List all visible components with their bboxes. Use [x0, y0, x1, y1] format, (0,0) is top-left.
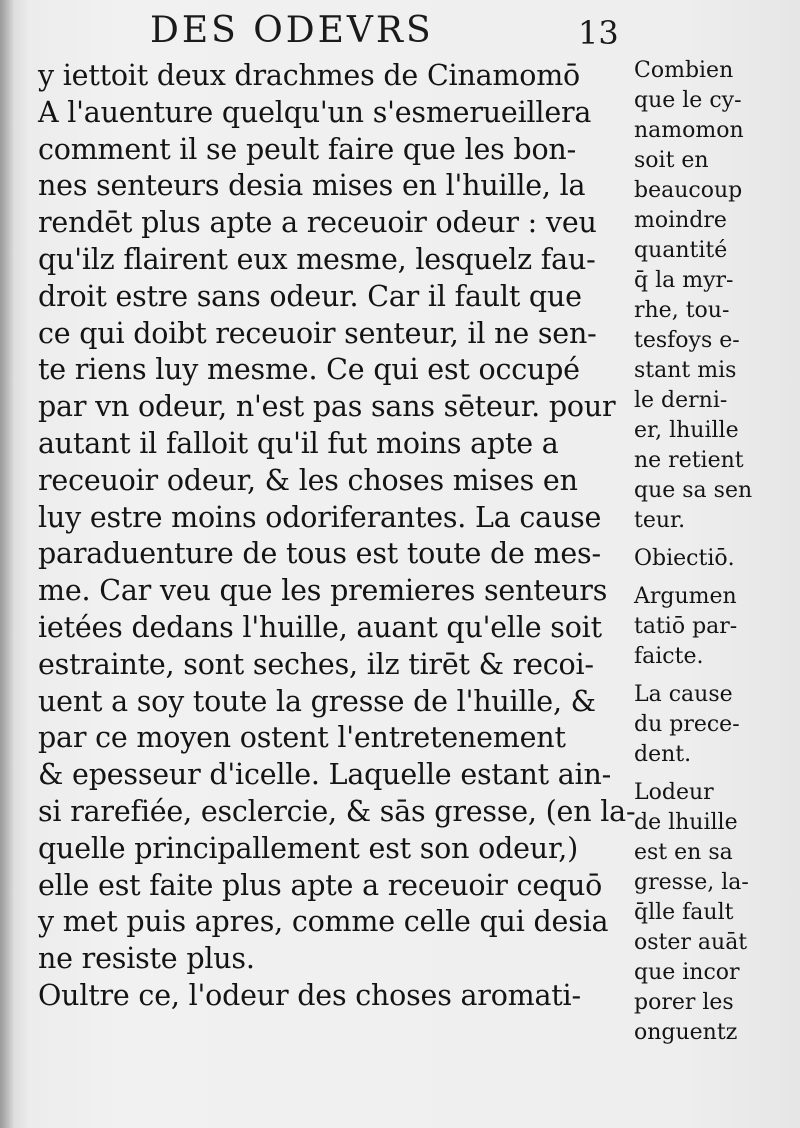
text-line: autant il falloit qu'il fut moins apte a — [38, 426, 559, 460]
margin-note-gap — [634, 672, 794, 680]
margin-note-line: quantité — [634, 238, 728, 263]
margin-note-gap — [634, 574, 794, 582]
margin-note-line: faicte. — [634, 644, 704, 669]
margin-note-line: dent. — [634, 742, 692, 767]
margin-note-line: de lhuille — [634, 810, 738, 835]
text-line: elle est faite plus apte a receuoir cequō — [38, 868, 603, 902]
margin-note-line: beaucoup — [634, 178, 743, 203]
margin-note-cinnamon — [634, 56, 794, 536]
margin-note-line: Argumen — [634, 584, 737, 609]
margin-note-line: stant mis — [634, 358, 737, 383]
margin-note-line: Obiectiō. — [634, 546, 735, 571]
text-line: te riens luy mesme. Ce qui est occupé — [38, 353, 580, 387]
margin-note-line: est en sa — [634, 840, 733, 865]
margin-note-line: Lodeur — [634, 780, 714, 805]
margin-note-gap — [634, 770, 794, 778]
text-line: luy estre moins odoriferantes. La cause — [38, 500, 602, 534]
margin-note-line: tesfoys e- — [634, 328, 740, 353]
text-line: & epesseur d'icelle. Laquelle estant ain- — [38, 758, 612, 792]
margin-note-oil-odor — [634, 778, 794, 1048]
margin-note-line: gresse, la- — [634, 870, 749, 895]
margin-note-line: que le cy- — [634, 88, 742, 113]
page-gutter-shadow — [0, 0, 14, 1128]
margin-note-line: que sa sen — [634, 478, 753, 503]
margin-notes-column — [634, 56, 794, 1048]
margin-note-objection — [634, 544, 794, 574]
margin-note-line: que incor — [634, 960, 740, 985]
margin-note-line: soit en — [634, 148, 709, 173]
text-line: ietées dedans l'huille, auant qu'elle soit — [38, 610, 602, 644]
margin-note-line: Combien — [634, 58, 734, 83]
text-line: ne resiste plus. — [38, 942, 255, 976]
text-line: estrainte, sont seches, ilz tirēt & recoi- — [38, 647, 594, 681]
margin-note-line: onguentz — [634, 1020, 738, 1045]
margin-note-line: namomon — [634, 118, 744, 143]
margin-note-line: porer les — [634, 990, 734, 1015]
text-line: y iettoit deux drachmes de Cinamomō — [38, 59, 580, 92]
margin-note-line: q̄lle fault — [634, 900, 734, 925]
text-line: y met puis apres, comme celle qui desia — [38, 905, 609, 939]
main-text-block — [38, 58, 636, 1015]
margin-note-argument — [634, 582, 794, 672]
text-line: droit estre sans odeur. Car il fault que — [38, 279, 582, 313]
text-line: A l'auenture quelqu'un s'esmerueillera — [38, 95, 592, 129]
text-line: qu'ilz flairent eux mesme, lesquelz fau- — [38, 242, 596, 276]
margin-note-gap — [634, 536, 794, 544]
margin-note-line: q̄ la myr- — [634, 268, 734, 293]
text-line: Oultre ce, l'odeur des choses aromati- — [38, 978, 581, 1012]
margin-note-line: oster auāt — [634, 930, 748, 955]
text-line: quelle principallement est son odeur,) — [38, 831, 579, 865]
text-line: comment il se peult faire que les bon- — [38, 132, 577, 166]
margin-note-line: rhe, tou- — [634, 298, 730, 323]
page-number: 13 — [578, 14, 619, 52]
margin-note-line: du prece- — [634, 712, 740, 737]
running-head: DES ODEVRS — [150, 10, 434, 51]
text-line: rendēt plus apte a receuoir odeur : veu — [38, 206, 597, 240]
margin-note-line: er, lhuille — [634, 418, 739, 443]
text-line: par vn odeur, n'est pas sans sēteur. pour — [38, 390, 616, 424]
text-line: me. Car veu que les premieres senteurs — [38, 574, 608, 608]
text-line: par ce moyen ostent l'entretenement — [38, 721, 566, 755]
margin-note-line: ne retient — [634, 448, 744, 473]
margin-note-line: teur. — [634, 508, 686, 533]
text-line: nes senteurs desia mises en l'huille, la — [38, 169, 586, 203]
margin-note-cause — [634, 680, 794, 770]
margin-note-line: le derni- — [634, 388, 728, 413]
text-line: paraduenture de tous est toute de mes- — [38, 537, 601, 571]
text-line: si rarefiée, esclercie, & sās gresse, (en la- — [38, 794, 636, 828]
margin-note-line: La cause — [634, 682, 733, 707]
text-line: uent a soy toute la gresse de l'huille, & — [38, 684, 596, 718]
text-line: receuoir odeur, & les choses mises en — [38, 463, 578, 497]
margin-note-line: moindre — [634, 208, 727, 233]
text-line: ce qui doibt receuoir senteur, il ne sen- — [38, 316, 597, 350]
margin-note-line: tatiō par- — [634, 614, 738, 639]
